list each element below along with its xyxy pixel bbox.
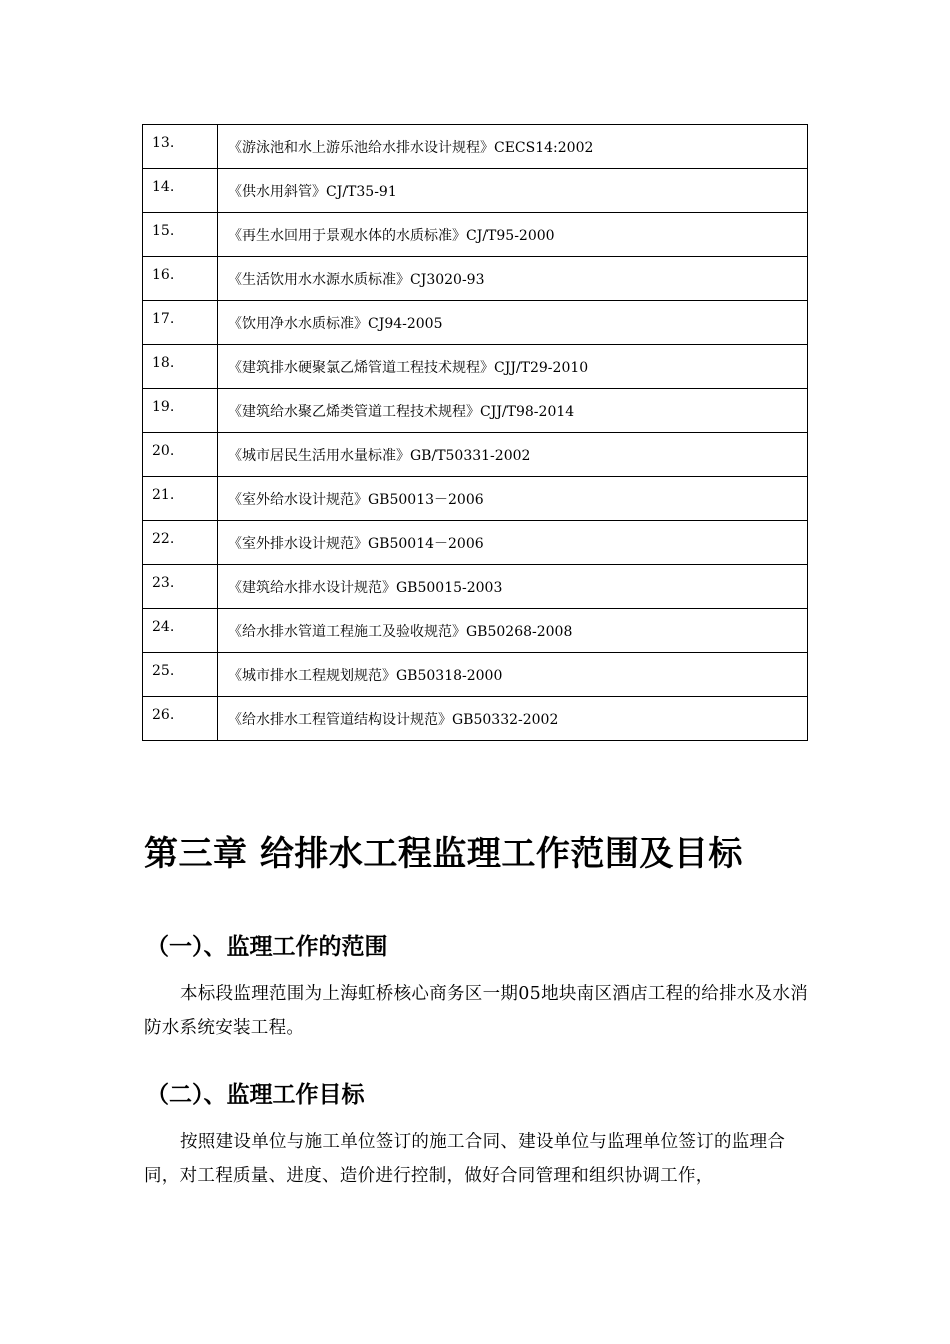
standard-name: 《给水排水管道工程施工及验收规范》GB50268-2008 xyxy=(218,609,808,653)
table-row xyxy=(143,213,808,257)
standard-name: 《给水排水工程管道结构设计规范》GB50332-2002 xyxy=(218,697,808,741)
table-row xyxy=(143,345,808,389)
section-heading-goal: （二）、监理工作目标 xyxy=(146,1082,365,1108)
goal-paragraph: 按照建设单位与施工单位签订的施工合同、建设单位与监理单位签订的监理合同，对工程质量、进度、造价进行控制，做好合同管理和组织协调工作， xyxy=(144,1132,786,1186)
table-row xyxy=(143,653,808,697)
table-row xyxy=(143,477,808,521)
row-number: 25. xyxy=(143,653,218,697)
table-row xyxy=(143,389,808,433)
row-number: 18. xyxy=(143,345,218,389)
table-row xyxy=(143,565,808,609)
table-row xyxy=(143,521,808,565)
scope-paragraph: 本标段监理范围为上海虹桥核心商务区一期05地块南区酒店工程的给排水及水消防水系统安装工程。 xyxy=(144,984,809,1038)
row-number: 19. xyxy=(143,389,218,433)
row-number: 21. xyxy=(143,477,218,521)
row-number: 15. xyxy=(143,213,218,257)
standard-name: 《生活饮用水水源水质标准》CJ3020-93 xyxy=(218,257,808,301)
standard-name: 《建筑给水聚乙烯类管道工程技术规程》CJJ/T98-2014 xyxy=(218,389,808,433)
table-row xyxy=(143,433,808,477)
standard-name: 《室外给水设计规范》GB50013－2006 xyxy=(218,477,808,521)
standard-name: 《建筑给水排水设计规范》GB50015-2003 xyxy=(218,565,808,609)
row-number: 23. xyxy=(143,565,218,609)
standard-name: 《游泳池和水上游乐池给水排水设计规程》CECS14:2002 xyxy=(218,125,808,169)
chapter-title: 第三章 给排水工程监理工作范围及目标 xyxy=(144,834,743,874)
table-row xyxy=(143,301,808,345)
row-number: 20. xyxy=(143,433,218,477)
standard-name: 《饮用净水水质标准》CJ94-2005 xyxy=(218,301,808,345)
row-number: 14. xyxy=(143,169,218,213)
standard-name: 《室外排水设计规范》GB50014－2006 xyxy=(218,521,808,565)
section-heading-scope: （一）、监理工作的范围 xyxy=(146,934,388,960)
table-row xyxy=(143,257,808,301)
row-number: 13. xyxy=(143,125,218,169)
row-number: 16. xyxy=(143,257,218,301)
standards-table xyxy=(142,124,808,741)
row-number: 17. xyxy=(143,301,218,345)
table-row xyxy=(143,697,808,741)
row-number: 22. xyxy=(143,521,218,565)
row-number: 26. xyxy=(143,697,218,741)
table-row xyxy=(143,125,808,169)
table-row xyxy=(143,169,808,213)
table-row xyxy=(143,609,808,653)
standard-name: 《城市居民生活用水量标准》GB/T50331-2002 xyxy=(218,433,808,477)
standard-name: 《供水用斜管》CJ/T35-91 xyxy=(218,169,808,213)
standard-name: 《建筑排水硬聚氯乙烯管道工程技术规程》CJJ/T29-2010 xyxy=(218,345,808,389)
standard-name: 《再生水回用于景观水体的水质标准》CJ/T95-2000 xyxy=(218,213,808,257)
standard-name: 《城市排水工程规划规范》GB50318-2000 xyxy=(218,653,808,697)
row-number: 24. xyxy=(143,609,218,653)
